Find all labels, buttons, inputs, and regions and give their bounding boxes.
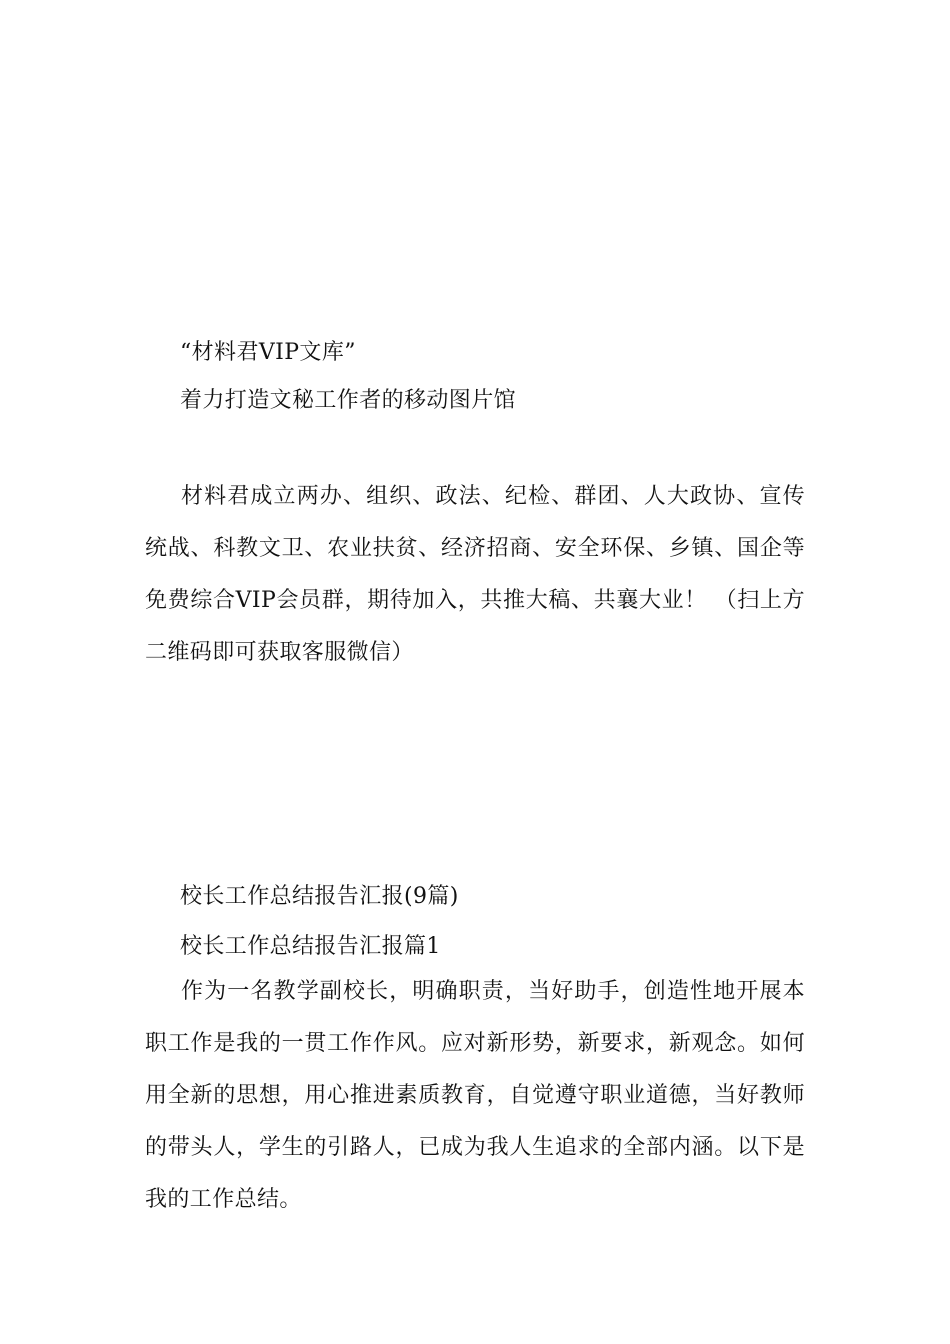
vip-group-intro-paragraph: 材料君成立两办、组织、政法、纪检、群团、人大政协、宣传统战、科教文卫、农业扶贫、经济招商、安全环保、乡镇、国企等免费综合VIP会员群，期待加入，共推大稿、共襄大业！ （扫上方二维码即可获取客服微信） [145, 484, 805, 665]
vip-library-slogan: 着力打造文秘工作者的移动图片馆 [180, 388, 517, 413]
vip-library-title: “材料君VIP文库” [180, 340, 356, 365]
document-title: 校长工作总结报告汇报(9篇) [180, 884, 459, 909]
section-heading: 校长工作总结报告汇报篇1 [180, 934, 441, 959]
body-paragraph: 作为一名教学副校长，明确职责，当好助手，创造性地开展本职工作是我的一贯工作作风。应对新形势，新要求，新观念。如何用全新的思想，用心推进素质教育，自觉遵守职业道德，当好教师的带头人，学生的引路人，已成为我人生追求的全部内涵。以下是我的工作总结。 [145, 979, 805, 1212]
